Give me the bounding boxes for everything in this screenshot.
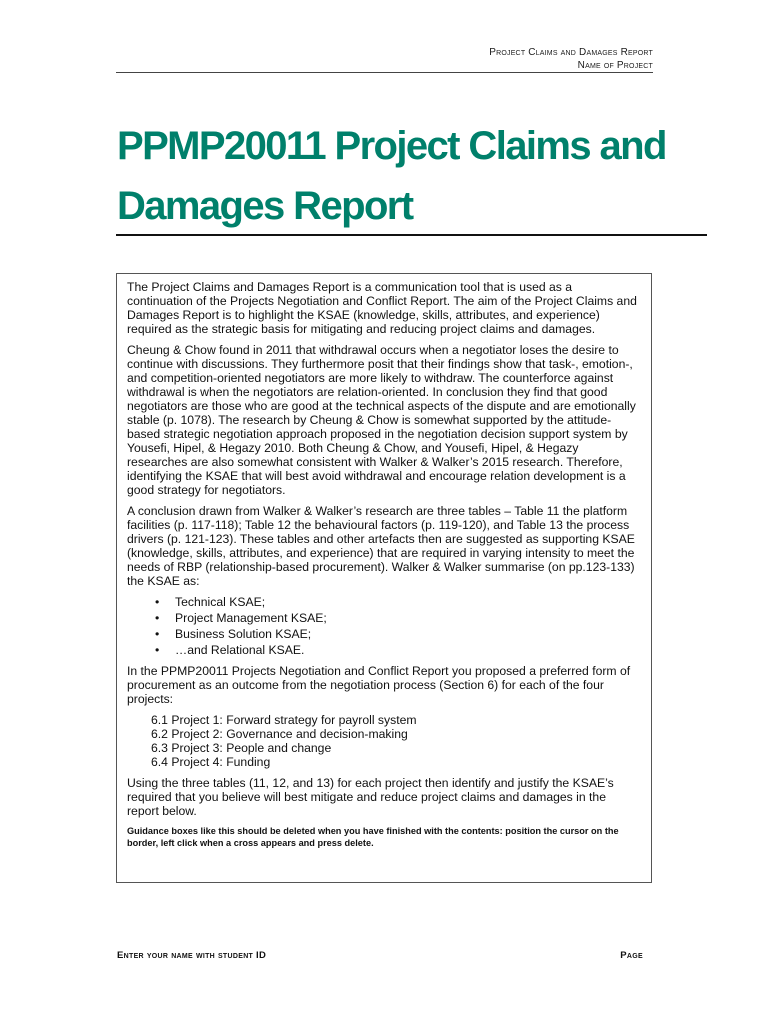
- list-item: • Technical KSAE;: [155, 595, 641, 609]
- list-item: • Project Management KSAE;: [155, 611, 641, 625]
- guidance-box[interactable]: [116, 273, 652, 883]
- guidance-delete-note: Guidance boxes like this should be deleted when you have finished with the contents: position the cursor on the border, left click when a cross appears and press delete.: [127, 826, 619, 848]
- running-header: [489, 46, 653, 72]
- ksae-bullet-list: [127, 595, 641, 657]
- guidance-paragraph: Using the three tables (11, 12, and 13) for each project then identify and justify the KSAE’s required that you believe will best mitigate and reduce project claims and damages in the report below.: [127, 776, 614, 818]
- footer-page-label: Page: [620, 950, 643, 961]
- footer-student-name[interactable]: Enter your name with student ID: [117, 950, 267, 961]
- document-title[interactable]: PPMP20011 Project Claims and Damages Report: [117, 124, 666, 228]
- title-divider: [116, 234, 707, 236]
- guidance-paragraph: Cheung & Chow found in 2011 that withdrawal occurs when a negotiator loses the desire to continue with discussions. They furthermore posit that their findings show that task-, emotion-, and competition-oriented negotiators are more likely to withdraw. The counterforce against withdrawal is when the negotiators are relation-oriented. In conclusion they find that good negotiators are those who are good at the technical aspects of the dispute and are emotionally stable (p. 1078). The research by Cheung & Chow is somewhat supported by the attitude-based strategic negotiation approach proposed in the negotiation decision support system by Yousefi, Hipel, & Hegazy 2010. Both Cheung & Chow, and Yousefi, Hipel, & Hegazy researches are also somewhat consistent with Walker & Walker’s 2015 research. Therefore, identifying the KSAE that will best avoid withdrawal and encourage relation development is a good strategy for negotiators.: [127, 343, 636, 497]
- guidance-paragraph: In the PPMP20011 Projects Negotiation and Conflict Report you proposed a preferred form of procurement as an outcome from the negotiation process (Section 6) for each of the four projects:: [127, 664, 631, 706]
- list-item: 6.4 Project 4: Funding: [151, 755, 271, 769]
- list-item: 6.1 Project 1: Forward strategy for payroll system: [151, 713, 417, 727]
- list-item: 6.3 Project 3: People and change: [151, 741, 332, 755]
- guidance-paragraph: A conclusion drawn from Walker & Walker’s research are three tables – Table 11 the platform facilities (p. 117-118); Table 12 the behavioural factors (p. 119-120), and Table 13 the process drivers (p. 121-123). These tables and other artefacts then are suggested as supporting KSAE (knowledge, skills, attributes, and experience) that are required in varying intensity to meet the needs of RBP (relationship-based procurement). Walker & Walker summarise (on pp.123-133) the KSAE as:: [127, 504, 635, 588]
- list-item: 6.2 Project 2: Governance and decision-making: [151, 727, 408, 741]
- list-item: • …and Relational KSAE.: [155, 643, 641, 657]
- header-project-name[interactable]: Name of Project: [577, 60, 653, 71]
- header-divider: [116, 72, 653, 73]
- guidance-paragraph: The Project Claims and Damages Report is a communication tool that is used as a continuation of the Projects Negotiation and Conflict Report. The aim of the Project Claims and Damages Report is to highlight the KSAE (knowledge, skills, attributes, and experience) required as the strategic basis for mitigating and reducing project claims and damages.: [127, 280, 637, 336]
- project-list: [127, 713, 641, 769]
- list-item: • Business Solution KSAE;: [155, 627, 641, 641]
- header-report-name: Project Claims and Damages Report: [489, 47, 653, 58]
